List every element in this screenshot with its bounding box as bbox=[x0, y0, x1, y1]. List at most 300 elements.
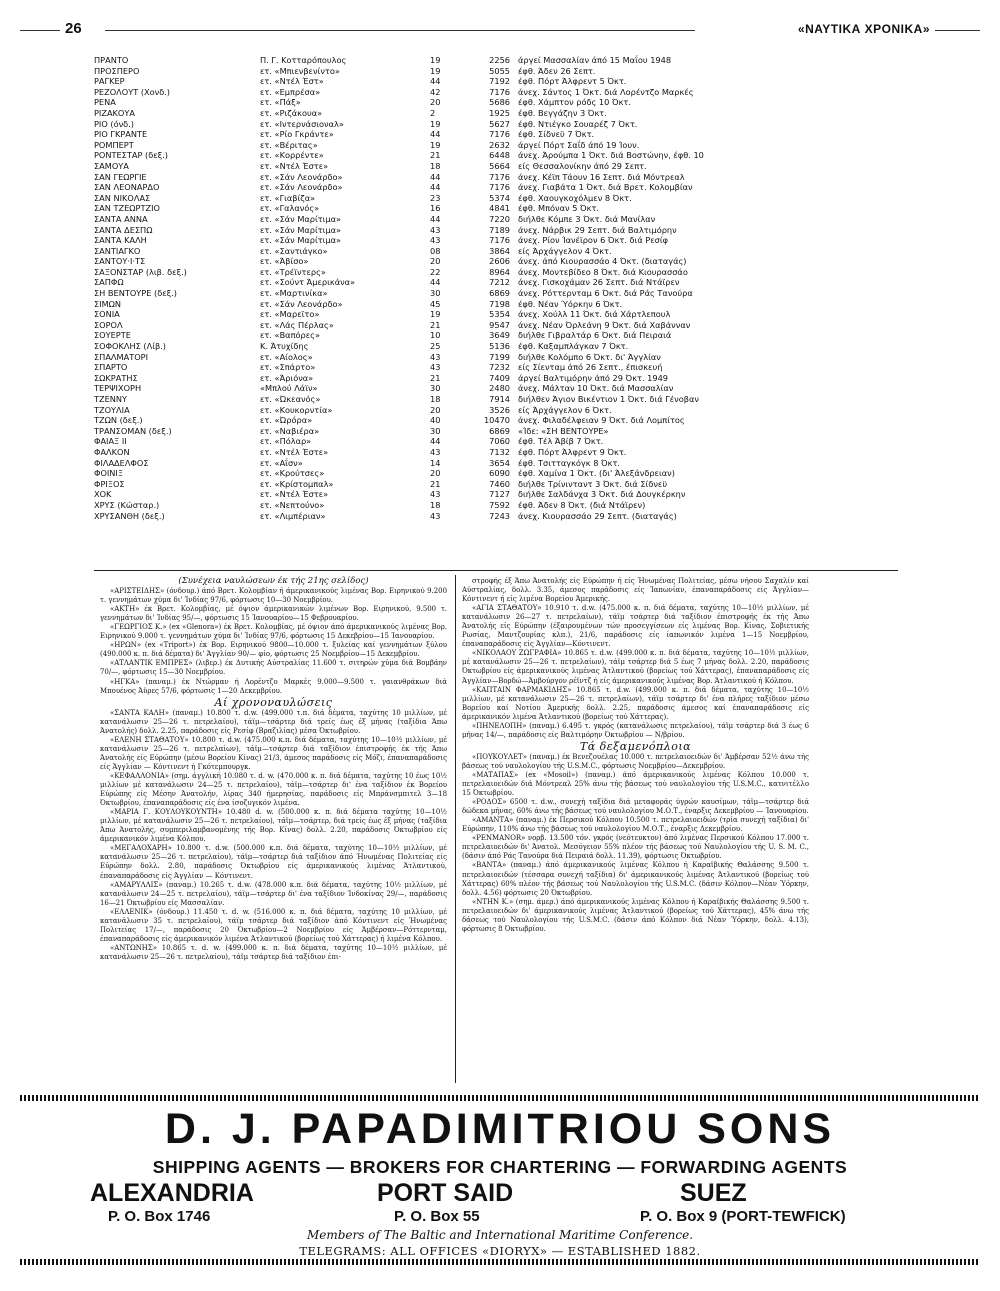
ship-name: ΣΑΝΤΑ ΚΑΛΗ bbox=[94, 235, 147, 246]
ship-name: ΡΟΜΠΕΡΤ bbox=[94, 139, 134, 150]
tonnage: 8964 bbox=[489, 266, 510, 277]
ship-row bbox=[94, 161, 894, 172]
ship-name: ΣΑΝ ΓΕΩΡΓΙΕ bbox=[94, 171, 147, 182]
charter-entry: «ΡΟΔΟΣ» 6500 τ. d.w., συνεχή ταξίδια διά μεταφοράς ύγρών καυσίμων, τάϊμ—τσάρτερ διά δώδεκα μήνας, 60% άνω τής βάσεως τού ναυλολογίου Μ.Ο.Τ., έναρξις Δεκεμβρίου — Ίανουαρίου. bbox=[462, 798, 809, 816]
tonnage: 3654 bbox=[489, 457, 510, 468]
ship-name: ΠΡΟΣΠΕΡΟ bbox=[94, 65, 140, 76]
ship-name: ΣΑΞΟΝΣΤΑΡ (λιβ. δεξ.) bbox=[94, 266, 187, 277]
ship-name: ΦΑΙΑΞ ΙΙ bbox=[94, 436, 127, 447]
tonnage: 7212 bbox=[489, 277, 510, 288]
ship-row bbox=[94, 193, 894, 204]
table-bottom-rule bbox=[94, 570, 898, 571]
position-report: έφθ. Χαμίνα 1 Όκτ. (δι' Άλεξάνδρειαν) bbox=[518, 468, 675, 479]
charter-entry: «ΚΑΠΤΑΙΝ ΦΑΡΜΑΚΙΔΗΣ» 10.865 τ. d.w. (499.000 κ. π. διά δέματα, ταχύτης 10—10½ μιλλίων, μέ κατανάλωσιν 25—26 τ. πετρελαίων), τάϊμ τσάρτερ δι' ένα πλήρες ταξίδιον μέσω Βορείου καί Νοτίου Άμερικής δολλ. 2.25, παράδοσις άμεσος καί έπαναπαράδοσις είς άμερικανικόν λιμένα Άτλαντικού (βορείως τού Χάττερας). bbox=[462, 685, 809, 721]
owner-agent: ετ. «Σάν Λεονάρδο» bbox=[260, 298, 343, 309]
position-report: έφθ. Χαουγκοχόλμεν 8 Όκτ. bbox=[518, 192, 632, 203]
ship-name: ΣΟΝΙΑ bbox=[94, 309, 120, 320]
ship-name: ΡΟΝΤΕΣΤΑΡ (δεξ.) bbox=[94, 150, 168, 161]
year-built: 43 bbox=[430, 510, 441, 521]
year-built: 21 bbox=[430, 372, 441, 383]
position-report: άνεχ. Γισκοχάμαν 26 Σεπτ. διά Ντάϊρεν bbox=[518, 277, 680, 288]
year-built: 20 bbox=[430, 256, 441, 267]
position-report: έφθ. Βεγγάζην 3 Όκτ. bbox=[518, 107, 607, 118]
ship-row bbox=[94, 76, 894, 87]
charter-entry: «PENMANOR» νορβ. 13.500 τόν. γκρός (νεότευκτον) άπό λιμένας Περσικού Κόλπου 17.000 τ. πετρελαιοειδών δι' Άνατολ. Μεσόγειον 55% πλέον τής βάσεως τού Ναυλολογίου τής U. S. M. C., (δάσιν άπό Ράς Τανούρα διά Πειραιά δολλ. 11.39), φόρτωσις Όκτωβρίου. bbox=[462, 834, 809, 861]
page-header bbox=[20, 20, 980, 42]
ship-row bbox=[94, 511, 894, 522]
ship-row bbox=[94, 383, 894, 394]
position-report: διήλθε Σαλδάνχα 3 Όκτ. διά Δουγκέρκην bbox=[518, 489, 686, 500]
year-built: 21 bbox=[430, 319, 441, 330]
position-report: άνεχ. Κιουρασσάο 29 Σεπτ. (διαταγάς) bbox=[518, 510, 677, 521]
year-built: 43 bbox=[430, 489, 441, 500]
ship-row bbox=[94, 436, 894, 447]
position-report: άνεχ. Νέαν Όρλεάνη 9 Όκτ. διά Χαβάνναν bbox=[518, 319, 691, 330]
year-built: 14 bbox=[430, 457, 441, 468]
owner-agent: ετ. «Λάς Πέρλας» bbox=[260, 319, 334, 330]
time-charter-paragraphs bbox=[100, 709, 447, 962]
position-report: διήλθε Κόμπε 3 Όκτ. διά Μανίλαν bbox=[518, 213, 656, 224]
tonnage: 7914 bbox=[489, 394, 510, 404]
tonnage: 7409 bbox=[489, 372, 510, 383]
tonnage: 7176 bbox=[489, 182, 510, 193]
tonnage: 7198 bbox=[489, 298, 510, 309]
position-report: διήλθεν Άγιον Βικέντιον 1 Όκτ. διά Γένοβαν bbox=[518, 394, 699, 404]
tonnage: 7232 bbox=[489, 362, 510, 373]
ship-name: ΣΟΡΟΛ bbox=[94, 319, 123, 330]
year-built: 19 bbox=[430, 309, 441, 320]
year-built: 20 bbox=[430, 97, 441, 108]
company-name: D. J. PAPADIMITRIOU SONS bbox=[164, 1105, 836, 1153]
year-built: 18 bbox=[430, 499, 441, 510]
charter-entry: «ΕΛΕΝΗ ΣΤΑΘΑΤΟΥ» 10.800 τ. d.w. (475.000 κ.π. διά δέματα, ταχύτης 10—10½ μιλλίων, μέ κατανάλωσιν 25—26 τ. πετρελαίων), τάϊμ—τσάρτερ διά ταξίδιον έπιστροφής έκ τής Άπω Άνατολής είς Εύρώπην (μέσω Βορείου Κίνας) 21/3, άμεσος παράδοσις είς Μόζι, έπαναπαράδοσις είς Άγγλίαν — Κόντινεντ ή Γκότεμπουργκ. bbox=[100, 735, 447, 771]
charter-entry: «ΝΤΗΝ Κ.» (σημ. άμερ.) άπό άμερικανικούς λιμένας Κόλπου ή Καραϊβικής Θαλάσσης 9.500 τ. πετρελαιοειδών δι' άμερικανικούς λιμένας Άτλαντικού (βορείως τού Χάττερας), 45% άνω τής δάσεως τού Ναυλολογίου τής U.S.M.C. (δάσιν άπό Κόλπον διά Νέαν Ύόρκην, δολλ. 4.13), φόρτωσις 8 Όκτωβρίου. bbox=[462, 897, 809, 933]
owner-agent: ετ. «Ιντερνάσιοναλ» bbox=[260, 118, 344, 129]
position-report: έφθ. Τσιτταγκόγκ 8 Όκτ. bbox=[518, 457, 621, 468]
ship-row bbox=[94, 458, 894, 469]
ship-row bbox=[94, 66, 894, 77]
owner-agent: ετ. «Σούντ Άμερικάνα» bbox=[260, 277, 356, 288]
owner-agent: ετ. «Εμπρέσα» bbox=[260, 86, 321, 97]
position-report: άνεχ. Μοντεβίδεο 8 Όκτ. διά Κιουρασσάο bbox=[518, 266, 688, 277]
owner-agent: ετ. «Άβίσο» bbox=[260, 256, 309, 267]
ship-name: ΣΙΜΩΝ bbox=[94, 298, 122, 309]
ship-name: ΣΠΑΛΜΑΤΟΡΙ bbox=[94, 351, 148, 362]
position-report: έφθ. Πόρτ Άλφρεντ 5 Όκτ. bbox=[518, 76, 627, 87]
ship-name: ΤΖΕΝΝΥ bbox=[94, 394, 128, 404]
ship-name: ΡΙΟ (όνδ.) bbox=[94, 118, 134, 129]
position-report: άνεχ. Ρίον Ίανέϊρον 6 Όκτ. διά Ρεσίφ bbox=[518, 235, 669, 246]
charter-entry: «ΗΓΚΑ» (παναμ.) έκ Ντώρμαν ή Λορέντζο Μαρκές 9.000—9.500 τ. γαιανθράκων διά Μπουένος Άϋρες 57/6, φόρτωσις 1—20 Δεκεμβρίου. bbox=[100, 677, 447, 695]
charter-paragraphs bbox=[100, 587, 447, 696]
year-built: 19 bbox=[430, 55, 441, 65]
charter-entry: «ΑΚΤΗ» έκ Βρετ. Κολομβίας, μέ όψιον άμερικανικών λιμένων Βορ. Ειρηνικού, 9.500 τ. γεννημάτων δι' Ίνδίας 95/—, φόρτωσις 15 Ίανουαρίου—15 Φεβρουαρίου. bbox=[100, 605, 447, 623]
charter-entry: «ΗΡΩΝ» (ex «Triport») έκ Βορ. Ειρηνικού 9800—10.000 τ. ξυλείας καί γεννημάτων ξύλου (490.000 κ. π. διά δέματα) δι' Άγγλίαν 90/— φίο, φόρτωσις 25 Νοεμβρίου—15 Δεκεμβρίου. bbox=[100, 641, 447, 659]
charter-entry: «ΓΕΩΡΓΙΟΣ Κ.» (ex «Glenora») έκ Βρετ. Κολομβίας, μέ όψιον άπό άμερικανικούς λιμένας Βορ. Ειρηνικού 9.000 τ. γεννημάτων χύμα δι' Ίνδίας 97/6, φόρτωσις 15 Δεκεβρίου—15 Ίανουαρίου. bbox=[100, 623, 447, 641]
owner-agent: ετ. «Μαρτινίκα» bbox=[260, 288, 328, 299]
owner-agent: ετ. «Κρίστομπαλ» bbox=[260, 478, 334, 489]
ship-row bbox=[94, 341, 894, 352]
ship-row bbox=[94, 256, 894, 267]
year-built: 45 bbox=[430, 298, 441, 309]
ship-name: ΡΙΖΑΚΟΥΑ bbox=[94, 107, 135, 118]
ship-name: ΦΟΙΝΙΞ bbox=[94, 468, 124, 479]
ship-name: ΡΑΓΚΕΡ bbox=[94, 76, 125, 87]
ship-row bbox=[94, 330, 894, 341]
position-report: άνεχ. Χούλλ 11 Όκτ. διά Χάρτλεπουλ bbox=[518, 309, 671, 320]
ship-name: ΣΑΝΤΙΑΓΚΟ bbox=[94, 245, 141, 256]
position-report: άργεί Μασσαλίαν άπό 15 Μαΐου 1948 bbox=[518, 55, 672, 65]
magazine-title: «ΝΑΥΤΙΚΑ ΧΡΟΝΙΚΑ» bbox=[797, 22, 930, 36]
tonnage: 7460 bbox=[489, 478, 510, 489]
tonnage: 3864 bbox=[489, 245, 510, 256]
charter-entry: «ΚΕΦΑΛΛΟΝΙΑ» (σημ. άγγλική 10.080 τ. d. w. (470.000 κ. π. διά δέματα, ταχύτης 10 έως 10½ μιλλίων μέ κατανάλωσιν 24—25 τ. πετρελαίου), τάϊμ—τσάρτερ δι' ένα ταξίδιον έκ Βορείου Εύρώπης είς Μέσην Άνατολήν, λίρας 340 ήμερησίας, παράδοσις είς Μπράνσμπιτελ 3—18 Όκτωβρίου, έπαναπαράδοσις είς ένα ίσοζυγικόν λιμένα. bbox=[100, 771, 447, 808]
ship-row bbox=[94, 108, 894, 119]
owner-agent: Κ. Άτυχίδης bbox=[260, 341, 309, 352]
ship-row bbox=[94, 500, 894, 511]
owner-agent: ετ. «Γιαβίζα» bbox=[260, 192, 316, 203]
year-built: 21 bbox=[430, 478, 441, 489]
year-built: 43 bbox=[430, 446, 441, 457]
tonnage: 1925 bbox=[489, 107, 510, 118]
owner-agent: ετ. «Σάν Μαρίτιμα» bbox=[260, 224, 342, 235]
tonnage: 10470 bbox=[483, 415, 510, 426]
owner-agent: ετ. «Πάξ» bbox=[260, 97, 301, 108]
tonnage: 7176 bbox=[489, 171, 510, 182]
tonnage: 7132 bbox=[489, 446, 510, 457]
city-suez: SUEZ bbox=[680, 1179, 747, 1207]
tonnage: 5686 bbox=[489, 97, 510, 108]
tonnage: 2480 bbox=[489, 383, 510, 394]
year-built: 44 bbox=[430, 129, 441, 140]
owner-agent: ετ. «Κορρέντε» bbox=[260, 150, 324, 161]
position-report: άργεί Πόρτ Σαΐδ άπό 19 Ίουν. bbox=[518, 139, 640, 150]
ship-row bbox=[94, 172, 894, 183]
charter-entry: «ΒΑΝΤΑ» (παναμ.) άπό άμερικανικούς λιμένας Κόλπου ή Καραϊβικής Θαλάσσης 9.500 τ. πετρελαιοειδών (τέσσαρα συνεχή ταξίδια) δι' άμερικανικούς λιμένας Άτλαντικού (βορείως τού Χάττερας) 60% πλέον τής βάσεως τού Ναυλολογίου τής U.S.M.C. (δάσιν Κόλπον—Νέαν Ύόρκην, δολλ. 4.56) φόρτωσις 20 Όκτωβρίου. bbox=[462, 861, 809, 897]
charter-entry: «ΑΝΤΩΝΗΣ» 10.865 τ. d. w. (499.000 κ. π. διά δέματα, ταχύτης 10—10½ μιλλίων, μέ κατανάλωσιν 25—26 τ. πετρελαίου), τάϊμ τσάρτερ διά ταξίδιον έπι- bbox=[100, 943, 447, 961]
ship-row bbox=[94, 320, 894, 331]
year-built: 40 bbox=[430, 415, 441, 426]
ship-name: ΣΟΦΟΚΛΗΣ (Λίβ.) bbox=[94, 341, 166, 352]
ship-row bbox=[94, 447, 894, 458]
ship-name: ΣΩΚΡΑΤΗΣ bbox=[94, 372, 138, 383]
position-report: διήλθε Τρίνινταντ 3 Όκτ. διά Σίδνεϋ bbox=[518, 478, 668, 489]
year-built: 20 bbox=[430, 468, 441, 479]
ship-name: ΡΕΝΑ bbox=[94, 97, 116, 108]
ship-name: ΣΑΜΟΥΑ bbox=[94, 160, 129, 171]
tonnage: 7220 bbox=[489, 213, 510, 224]
year-built: 43 bbox=[430, 351, 441, 362]
year-built: 19 bbox=[430, 139, 441, 150]
ship-name: ΡΙΟ ΓΚΡΑΝΤΕ bbox=[94, 129, 148, 140]
members-line: Members of The Baltic and International Maritime Conference. bbox=[306, 1228, 694, 1242]
position-report: άνεχ. Γιαβάτα 1 Όκτ. διά Βρετ. Κολομβίαν bbox=[518, 182, 693, 193]
position-report: άνεχ. Φιλαδέλφειαν 9 Όκτ. διά Λομπίτος bbox=[518, 415, 685, 426]
ship-row bbox=[94, 214, 894, 225]
tonnage: 7176 bbox=[489, 86, 510, 97]
year-built: 08 bbox=[430, 245, 441, 256]
ship-name: ΦΑΛΚΟΝ bbox=[94, 446, 130, 457]
owner-agent: «Μπλού Λάϊν» bbox=[260, 383, 318, 394]
charter-entry: «ΠΗΝΕΛΟΠΗ» (παναμ.) 6.495 τ. γκρός (κατανάλωσις πετρελαίου), τάϊμ τσάρτερ διά 3 έως 6 μήνας 14/—, παράδοσις είς Βαλτιμόρην Όκτωβρίου — Ν/βρίου. bbox=[462, 721, 809, 739]
header-rule-left bbox=[20, 30, 60, 31]
position-report: είς Σίενταμ άπό 26 Σεπτ., έπισκευή bbox=[518, 362, 663, 373]
position-report: έφθ. Ντιέγκο Σουαρέζ 7 Όκτ. bbox=[518, 118, 638, 129]
year-built: 22 bbox=[430, 266, 441, 277]
year-built: 44 bbox=[430, 76, 441, 87]
charter-entry: «ΑΓΙΑ ΣΤΑΘΑΤΟΥ» 10.910 τ. d.w. (475.000 κ. π. διά δέματα, ταχύτης 10—10½ μιλλίων, μέ κατανάλωσιν 26—27 τ. πετρελαίων), τάϊμ τσάρτερ διά ταξίδιον έπιστροφής έκ τής Άπω Άνατολής είς Εύρώπην (έξαιρουμένων τών προσεγγίσεων είς λιμένας Βορ. Κίνας, Σοβιετικής Ρωσίας, Μαντζουρίας κλπ.), 21/6, παράδοσις είς ίαπωνικόν λιμένα 1—15 Νοεμβρίου, έπαναπαράδοσις είς Άγγλίαν—Κόντινεντ. bbox=[462, 604, 809, 649]
owner-agent: ετ. «Λιμπέριαν» bbox=[260, 510, 326, 521]
position-report: έφθ. Καξαμπλάγκαν 7 Όκτ. bbox=[518, 341, 629, 352]
year-built: 30 bbox=[430, 425, 441, 436]
tonnage: 6869 bbox=[489, 288, 510, 299]
owner-agent: ετ. «Τρέϊντερς» bbox=[260, 266, 326, 277]
year-built: 2 bbox=[430, 107, 436, 118]
owner-agent: ετ. «Ώκεανός» bbox=[260, 394, 321, 404]
charter-entry: «ΜΑΡΙΑ Γ. ΚΟΥΛΟΥΚΟΥΝΤΗ» 10.480 d. w. (500.000 κ. π. διά δέματα ταχύτης 10—10½ μιλλίων, μέ κατανάλωσιν 25—26 τ. πετρελαίου), τάϊμ—τσάρτερ, διά τρείς έως έξ μήνας (ταξίδια Άπω Άνατολής, συμπεριλαμβανομένης τής Βορ. Κίνας) δολλ. 2.20, παράδοσις Όκτωβρίου είς άμερικανικόν λιμένα Κόλπου. bbox=[100, 808, 447, 844]
charters-left-column bbox=[100, 577, 447, 962]
ship-row bbox=[94, 119, 894, 130]
year-built: 10 bbox=[430, 330, 441, 341]
owner-agent: ετ. «Μαρεϊτο» bbox=[260, 309, 320, 320]
charter-entry: «ΑΤΛΑΝΤΙΚ ΕΜΠΡΕΣ» (λιβερ.) έκ Δυτικής Αύστραλίας 11.600 τ. σιτηρών χύμα διά Βομβάην 70/—, φόρτωσις 15—30 Νοεμβρίου. bbox=[100, 659, 447, 677]
year-built: 44 bbox=[430, 171, 441, 182]
ship-row bbox=[94, 203, 894, 214]
ship-row bbox=[94, 235, 894, 246]
box-suez: P. O. Box 9 (PORT-TEWFICK) bbox=[640, 1208, 846, 1225]
charter-entry: «ΠΟΥΚΟΥΛΕΤ» (παναμ.) έκ Βενεζουέλας 10.000 τ. πετρελαιοειδών δι' Άμβέρσαν 52½ άνω τής βάσεως τού ναυλολογίου τής U.S.M.C., φόρτωσις Νοεμβρίου—Δεκεμβρίου. bbox=[462, 752, 809, 770]
ship-name: ΣΑΝΤΟΥ·Ι·ΤΣ bbox=[94, 256, 146, 267]
position-report: έφθ. Χάμπτον ρόδς 10 Όκτ. bbox=[518, 97, 631, 108]
tonnage: 5627 bbox=[489, 118, 510, 129]
ship-name: ΦΡΙΞΟΣ bbox=[94, 478, 125, 489]
tonnage: 5354 bbox=[489, 309, 510, 320]
ship-row bbox=[94, 415, 894, 426]
owner-agent: ετ. «Αΐσν» bbox=[260, 457, 303, 468]
ship-row bbox=[94, 87, 894, 98]
header-rule-middle bbox=[105, 30, 695, 31]
year-built: 44 bbox=[430, 436, 441, 447]
ship-row bbox=[94, 362, 894, 373]
ship-name: ΦΙΛΑΔΕΛΦΟΣ bbox=[94, 457, 149, 468]
owner-agent: Π. Γ. Κοτταρόπουλος bbox=[260, 55, 347, 65]
charter-entry: «ΕΛΛΕΝΙΚ» (όνδουρ.) 11.450 τ. d. w. (516.000 κ. π. διά δέματα, ταχύτης 10 μιλλίων, μέ κατανάλωσιν 35 τ. πετρελαίου), τάϊμ τσάρτερ διά ταξίδιον άπό Κόντινεντ είς Ήνωμένας Πολιτείας 17/—, παράδοσις 20 Όκτωβρίου—2 Νοεμβρίου είς Άμβέρσαν—Ρόττερνταμ, έπαναπαράδοσις είς άμερικανικόν λιμένα Άτλαντικού (βορείως τού Χάττερας) ή λιμένα Κόλπου. bbox=[100, 907, 447, 943]
owner-agent: ετ. «Ντέλ Έστε» bbox=[260, 160, 329, 171]
owner-agent: ετ. «Αίολος» bbox=[260, 351, 313, 362]
column-divider bbox=[455, 575, 456, 1083]
ship-row bbox=[94, 277, 894, 288]
position-report: άνεχ. Ρόττερνταμ 6 Όκτ. διά Ράς Τανούρα bbox=[518, 288, 693, 299]
year-built: 30 bbox=[430, 383, 441, 394]
advert-top-border bbox=[20, 1095, 980, 1101]
charter-entry: «ΜΕΓΑΛΟΧΑΡΗ» 10.800 τ. d.w. (500.000 κ.π. διά δέματα, ταχύτης 10—10½ μιλλίων, μέ κατανάλωσιν 25—26 τ. πετρελαίου), τάϊμ—τσάρτερ διά ταξίδιον άπό Ήνωμένας Πολιτείας είς Εύρώπην δολλ. 2.80, παράδοσις Όκτωβρίου είς άμερικανικούς λιμένας Άτλαντικού, έπαναπαράδοσις είς Άγγλίαν — Κόντινεντ. bbox=[100, 844, 447, 880]
year-built: 18 bbox=[430, 394, 441, 404]
year-built: 23 bbox=[430, 192, 441, 203]
ship-name: ΠΡΑΝΤΟ bbox=[94, 55, 129, 65]
owner-agent: ετ. «Μπιενβενίντο» bbox=[260, 65, 340, 76]
ship-row bbox=[94, 182, 894, 193]
ship-name: ΧΡΥΣ (Κώσταρ.) bbox=[94, 499, 160, 510]
charter-entry: «ΑΜΑΡΥΛΛΙΣ» (παναμ.) 10.265 τ. d.w. (478.000 κ.π. διά δέματα, ταχύτης 10½ μιλλίων, μέ κατανάλωσιν 24—25 τ. πετρελαίου), τάϊμ—τσάρτερ δι' ένα ταξίδιον Ίνδοκίνας 29/—, παράδοσις 16—21 Όκτωβρίου είς Μασσαλίαν. bbox=[100, 880, 447, 907]
owner-agent: ετ. «Ντέλ Έστε» bbox=[260, 446, 329, 457]
ship-row bbox=[94, 299, 894, 310]
owner-agent: ετ. «Σάν Μαρίτιμα» bbox=[260, 235, 342, 246]
position-report: άργεί Βαλτιμόρην άπό 29 Όκτ. 1949 bbox=[518, 372, 668, 383]
tonnage: 9547 bbox=[489, 319, 510, 330]
position-report: άνεχ. Μάλταν 10 Όκτ. διά Μασσαλίαν bbox=[518, 383, 674, 394]
owner-agent: ετ. «Ντέλ Έστ» bbox=[260, 76, 324, 87]
services-line: SHIPPING AGENTS — BROKERS FOR CHARTERING — FORWARDING AGENTS bbox=[152, 1157, 848, 1177]
tonnage: 7127 bbox=[489, 489, 510, 500]
charter-entry: «ΑΡΙΣΤΕΙΔΗΣ» (όνδουρ.) άπό Βρετ. Κολομβίαν ή άμερικανικούς λιμένας Βορ. Ειρηνικού 9.200 τ. γεννημάτων χύμα δι' Ίνδίας 97/6, φόρτωσις 10—30 Νοεμβρίου. bbox=[100, 587, 447, 605]
owner-agent: ετ. «Ριζάκουα» bbox=[260, 107, 323, 118]
ship-row bbox=[94, 352, 894, 363]
papadimitriou-advert bbox=[20, 1095, 980, 1265]
ship-row bbox=[94, 468, 894, 479]
ship-name: ΣΑΠΦΩ bbox=[94, 277, 124, 288]
owner-agent: ετ. «Ώρόρα» bbox=[260, 415, 313, 426]
year-built: 19 bbox=[430, 118, 441, 129]
charter-entry: «ΣΑΝΤΑ ΚΑΛΗ» (παναμ.) 10.800 τ. d.w. (499.000 τ.π. διά δέματα, ταχύτης 10 μιλλίων, μέ κατανάλωσιν 25—26 τ. πετρελαίου), τάϊμ—τσάρτερ διά τρείς έως έξ μήνας (ταξίδια Άπω Άνατολής) δολλ. 2.25, παράδοσις είς Ρεσίφ (Βραζιλίας) μέσα Όκτωβρίου. bbox=[100, 708, 447, 735]
tonnage: 2632 bbox=[489, 139, 510, 150]
position-report: «Ίδε: «ΣΗ ΒΕΝΤΟΥΡΕ» bbox=[518, 425, 609, 436]
owner-agent: ετ. «Σάν Λεονάρδο» bbox=[260, 171, 343, 182]
ship-name: ΤΖΩΝ (δεξ.) bbox=[94, 415, 143, 426]
tankers-heading: Τά δεξαμενόπλοια bbox=[579, 739, 692, 753]
position-report: έφθ. Σίδνεϋ 7 Όκτ. bbox=[518, 129, 595, 140]
tonnage: 5055 bbox=[489, 65, 510, 76]
page-number: 26 bbox=[65, 20, 82, 37]
position-report: άνεχ. Άρούμπα 1 Όκτ. διά Βοστώνην, έφθ. 10 bbox=[518, 150, 704, 161]
tonnage: 7060 bbox=[489, 436, 510, 447]
ship-row bbox=[94, 394, 894, 405]
ship-name: ΡΕΖΟΛΟΥΤ (Χονδ.) bbox=[94, 86, 171, 97]
tonnage: 5136 bbox=[489, 341, 510, 352]
ship-row bbox=[94, 225, 894, 236]
continuation-note: (Συνέχεια ναυλώσεων έκ τής 21ης σελίδος) bbox=[178, 576, 369, 586]
tonnage: 4841 bbox=[489, 203, 510, 214]
ship-row bbox=[94, 489, 894, 500]
position-report: έφθ. Νέαν Ύόρκην 6 Όκτ. bbox=[518, 298, 623, 309]
ship-row bbox=[94, 140, 894, 151]
telegrams-line: TELEGRAMS: ALL OFFICES «DIORYX» — ESTABLISHED 1882. bbox=[299, 1244, 701, 1258]
position-report: άνεχ. άπό Κιουρασσάο 4 Όκτ. (διαταγάς) bbox=[518, 256, 687, 267]
tonnage: 3649 bbox=[489, 330, 510, 341]
ship-row bbox=[94, 129, 894, 140]
year-built: 42 bbox=[430, 86, 441, 97]
year-built: 44 bbox=[430, 213, 441, 224]
tonnage: 7192 bbox=[489, 76, 510, 87]
advert-bottom-border bbox=[20, 1259, 980, 1265]
charter-entry: «ΜΑΤΑΠΑΣ» (ex «Mosoil») (παναμ.) άπό άμερικανικούς λιμένας Κόλπου 10.000 τ. πετρελαιοειδών διά Μόντρεαλ 25% άνω τής βάσεως τού ναυλολογίου τής U.S.M.C., κατνιτέλλο 15 Όκτωβρίου. bbox=[462, 770, 809, 798]
ship-name: ΤΖΟΥΛΙΑ bbox=[94, 404, 130, 415]
position-report: άνεχ. Σάντος 1 Όκτ. διά Λορέντζο Μαρκές bbox=[518, 86, 694, 97]
ship-name: ΤΡΑΝΣΟΜΑΝ (δεξ.) bbox=[94, 425, 172, 436]
tonnage: 2606 bbox=[489, 256, 510, 267]
position-report: είς Θεσσαλονίκην άπό 29 Σεπτ. bbox=[518, 160, 647, 171]
ship-name: ΣΠΑΡΤΟ bbox=[94, 362, 128, 373]
ship-row bbox=[94, 97, 894, 108]
tonnage: 2256 bbox=[489, 55, 510, 65]
position-report: διήλθε Κολόμπο 6 Όκτ. δι' Άγγλίαν bbox=[518, 351, 661, 362]
tonnage: 6869 bbox=[489, 425, 510, 436]
charter-entry: «ΑΜΑΝΤΑ» (παναμ.) έκ Περσικού Κόλπου 10.500 τ. πετρελαιοειδών (τρία συνεχή ταξίδια) δι' Εύρώπην, 110% άνω τής βάσεως τού ναυλολογίου Μ.Ο.Τ., έναρξις Δεκεμβρίου. bbox=[462, 816, 809, 834]
ship-name: ΣΟΥΕΡΤΕ bbox=[94, 330, 131, 341]
box-alexandria: P. O. Box 1746 bbox=[108, 1208, 211, 1225]
time-charters-heading: Αί χρονοναυλώσεις bbox=[214, 695, 333, 709]
owner-agent: ετ. «Ντέλ Έστε» bbox=[260, 489, 329, 500]
tonnage: 7199 bbox=[489, 351, 510, 362]
owner-agent: ετ. «Κουκορντία» bbox=[260, 404, 333, 415]
position-report: άνεχ. Νάρβικ 29 Σεπτ. διά Βαλτιμόρην bbox=[518, 224, 677, 235]
year-built: 18 bbox=[430, 160, 441, 171]
ship-row bbox=[94, 55, 894, 66]
charters-right-column bbox=[462, 577, 809, 934]
charter-entry: «ΝΙΚΟΛΑΟΥ ΖΩΓΡΑΦΙΑ» 10.865 τ. d.w. (499.000 κ. π. διά δέματα, ταχύτης 10—10½ μιλλίων, μέ κατανάλωσιν 25—26 τ. πετρελαίων), τάϊμ τσάρτερ διά 5 έως 7 μήνας δολλ. 2.20, παράδοσις Όκτωβρίου είς άμερικανικούς λιμένας Άτλαντικού (βορείως τού Χάττερας), έπαναπαράδοσις είς Άγγλίαν—Βορδώ—Άμβούργον ρέϊντζ ή είς άμερικανικούς λιμένας Βορ. Άτλαντικού ή Κόλπου. bbox=[462, 649, 809, 685]
ship-name: ΧΟΚ bbox=[94, 489, 112, 500]
tonnage: 7176 bbox=[489, 235, 510, 246]
tonnage: 7176 bbox=[489, 129, 510, 140]
year-built: 20 bbox=[430, 404, 441, 415]
ship-name: ΧΡΥΣΑΝΘΗ (δεξ.) bbox=[94, 510, 165, 521]
tonnage: 5664 bbox=[489, 160, 510, 171]
owner-agent: ετ. «Σάν Μαρίτιμα» bbox=[260, 213, 342, 224]
owner-agent: ετ. «Κρούτσες» bbox=[260, 468, 325, 479]
owner-agent: ετ. «Σπάρτο» bbox=[260, 362, 316, 373]
time-charter-paragraphs-cont bbox=[462, 577, 809, 740]
ship-row bbox=[94, 426, 894, 437]
owner-agent: ετ. «Γαλανός» bbox=[260, 203, 320, 214]
ship-name: ΤΕΡΨΙΧΟΡΗ bbox=[94, 383, 142, 394]
position-report: είς Άρχάγγελον 4 Όκτ. bbox=[518, 245, 612, 256]
charter-entry: στροφής έξ Άπω Άνατολής είς Εύρώπην ή είς Ήνωμένας Πολιτείας, μέσω νήσου Σαχαλίν καί Αύστραλίας, δολλ. 3.35, άμεσος παράδοσις είς Ίαπωνίαν, έπαναπαράδοσις είς Άγγλίαν—Κόντινεντ ή είς λιμένα Βορείου Άμερικής. bbox=[462, 577, 809, 604]
year-built: 43 bbox=[430, 224, 441, 235]
owner-agent: ετ. «Σάν Λεονάρδο» bbox=[260, 182, 343, 193]
position-report: έφθ. Πόρτ Άλφρεντ 9 Όκτ. bbox=[518, 446, 627, 457]
year-built: 30 bbox=[430, 288, 441, 299]
position-report: έφθ. Άδεν 26 Σεπτ. bbox=[518, 65, 596, 76]
position-report: είς Άρχάγγελον 6 Όκτ. bbox=[518, 404, 612, 415]
owner-agent: ετ. «Βέριτας» bbox=[260, 139, 318, 150]
ship-row bbox=[94, 150, 894, 161]
year-built: 16 bbox=[430, 203, 441, 214]
ship-position-table bbox=[94, 55, 894, 521]
ship-row bbox=[94, 288, 894, 299]
ship-row bbox=[94, 405, 894, 416]
position-report: έφθ. Τέλ Άβίβ 7 Όκτ. bbox=[518, 436, 604, 447]
tonnage: 7243 bbox=[489, 510, 510, 521]
tonnage: 3526 bbox=[489, 404, 510, 415]
tonnage: 5374 bbox=[489, 192, 510, 203]
ship-name: ΣΗ ΒΕΝΤΟΥΡΕ (δεξ.) bbox=[94, 288, 177, 299]
tonnage: 7592 bbox=[489, 499, 510, 510]
tonnage: 7189 bbox=[489, 224, 510, 235]
ship-name: ΣΑΝΤΑ ΔΕΣΠΩ bbox=[94, 224, 153, 235]
owner-agent: ετ. «Πόλαρ» bbox=[260, 436, 312, 447]
year-built: 44 bbox=[430, 182, 441, 193]
ship-name: ΣΑΝ ΛΕΟΝΑΡΔΟ bbox=[94, 182, 160, 193]
tonnage: 6448 bbox=[489, 150, 510, 161]
year-built: 43 bbox=[430, 235, 441, 246]
year-built: 21 bbox=[430, 150, 441, 161]
year-built: 25 bbox=[430, 341, 441, 352]
ship-row bbox=[94, 479, 894, 490]
box-port-said: P. O. Box 55 bbox=[394, 1208, 480, 1225]
ship-row bbox=[94, 267, 894, 278]
tanker-paragraphs bbox=[462, 753, 809, 934]
owner-agent: ετ. «Νεπτούνο» bbox=[260, 499, 325, 510]
owner-agent: ετ. «Ναβιέρα» bbox=[260, 425, 320, 436]
